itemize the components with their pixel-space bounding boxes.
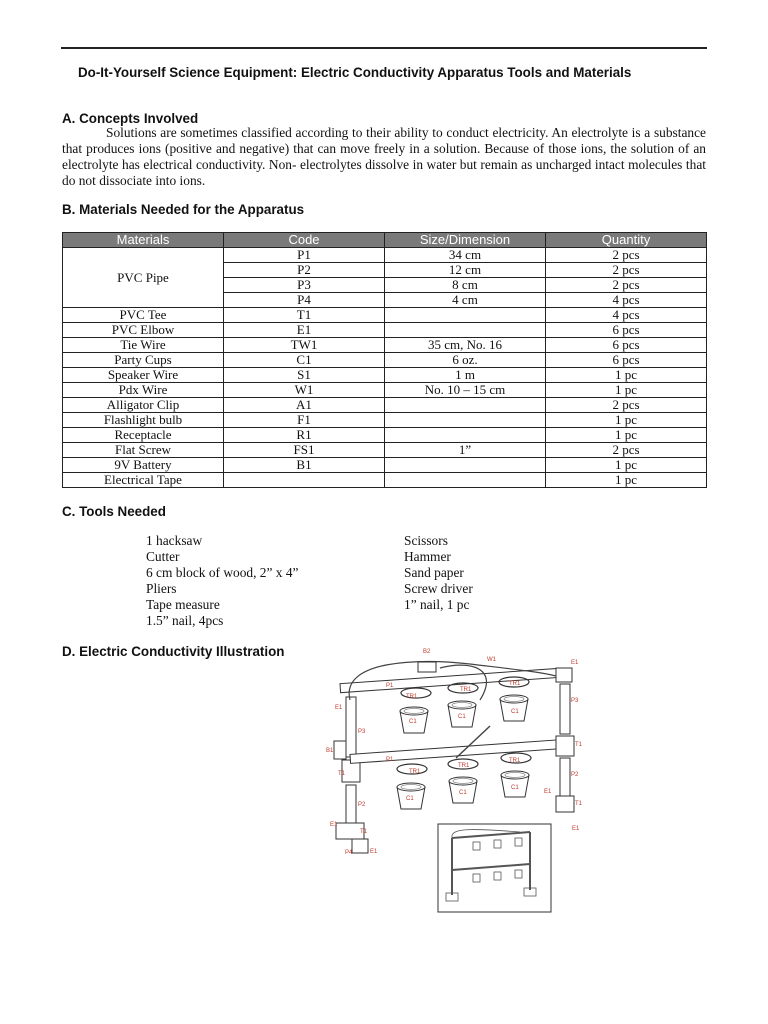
tool-item: Sand paper (404, 565, 464, 580)
label-p4: P4 (345, 850, 353, 856)
label-p3: P3 (571, 698, 579, 704)
material-name: Tie Wire (63, 338, 224, 353)
label-c1: C1 (511, 785, 519, 791)
material-code: S1 (224, 368, 385, 383)
material-size (385, 458, 546, 473)
material-size (385, 308, 546, 323)
material-code: P3 (224, 278, 385, 293)
col-header-code: Code (224, 233, 385, 248)
material-name: Receptacle (63, 428, 224, 443)
material-code: T1 (224, 308, 385, 323)
material-name: Pdx Wire (63, 383, 224, 398)
label-p3: P3 (358, 729, 366, 735)
label-c1: C1 (409, 719, 417, 725)
label-e1: E1 (544, 789, 552, 795)
label-b1: B1 (326, 748, 334, 754)
table-row (63, 353, 707, 368)
material-name: PVC Tee (63, 308, 224, 323)
table-row (63, 458, 707, 473)
section-c-heading: C. Tools Needed (62, 504, 166, 519)
label-p1: P1 (386, 683, 394, 689)
tool-item: 1 hacksaw (146, 533, 203, 548)
label-p1: P1 (386, 757, 394, 763)
label-tr1: TR1 (509, 758, 521, 764)
material-code: R1 (224, 428, 385, 443)
material-qty: 2 pcs (546, 443, 707, 458)
material-size (385, 398, 546, 413)
tool-item: 1.5” nail, 4pcs (146, 613, 224, 628)
material-size (385, 413, 546, 428)
material-size: 12 cm (385, 263, 546, 278)
col-header-materials: Materials (63, 233, 224, 248)
material-size: No. 10 – 15 cm (385, 383, 546, 398)
label-tr1: TR1 (409, 769, 421, 775)
table-row (63, 398, 707, 413)
label-b2: B2 (423, 649, 431, 655)
material-qty: 1 pc (546, 473, 707, 488)
col-header-size: Size/Dimension (385, 233, 546, 248)
label-c1: C1 (511, 709, 519, 715)
material-name: Party Cups (63, 353, 224, 368)
tool-item: Pliers (146, 581, 177, 596)
material-size (385, 473, 546, 488)
label-tr1: TR1 (460, 687, 472, 693)
material-name: 9V Battery (63, 458, 224, 473)
tool-item: Scissors (404, 533, 448, 548)
table-row (63, 428, 707, 443)
label-tr1: TR1 (406, 694, 418, 700)
material-name: PVC Pipe (63, 248, 224, 308)
tool-item: Cutter (146, 549, 180, 564)
material-size: 34 cm (385, 248, 546, 263)
material-size (385, 428, 546, 443)
material-size (385, 323, 546, 338)
tool-item: Hammer (404, 549, 451, 564)
material-size: 8 cm (385, 278, 546, 293)
table-row (63, 413, 707, 428)
table-row (63, 383, 707, 398)
table-row (63, 248, 707, 263)
label-t1: T1 (360, 829, 368, 835)
section-a-heading: A. Concepts Involved (62, 111, 199, 126)
label-c1: C1 (406, 796, 414, 802)
material-code: C1 (224, 353, 385, 368)
material-qty: 1 pc (546, 458, 707, 473)
material-code: P2 (224, 263, 385, 278)
material-qty: 4 pcs (546, 308, 707, 323)
tool-item: Screw driver (404, 581, 473, 596)
material-code: A1 (224, 398, 385, 413)
table-row (63, 323, 707, 338)
col-header-quantity: Quantity (546, 233, 707, 248)
inset-overview (438, 824, 551, 912)
material-qty: 2 pcs (546, 263, 707, 278)
material-size: 1 m (385, 368, 546, 383)
material-qty: 1 pc (546, 413, 707, 428)
label-e1: E1 (370, 849, 378, 855)
material-code: E1 (224, 323, 385, 338)
label-e1: E1 (330, 822, 338, 828)
label-p2: P2 (571, 772, 579, 778)
table-header-row (63, 233, 707, 248)
material-name: Alligator Clip (63, 398, 224, 413)
material-qty: 6 pcs (546, 338, 707, 353)
material-code: TW1 (224, 338, 385, 353)
table-row (63, 338, 707, 353)
material-size: 6 oz. (385, 353, 546, 368)
material-code: P4 (224, 293, 385, 308)
material-code: FS1 (224, 443, 385, 458)
tools-list-left (146, 533, 298, 629)
label-t1: T1 (338, 771, 346, 777)
label-c1: C1 (459, 790, 467, 796)
material-qty: 6 pcs (546, 323, 707, 338)
section-d-heading: D. Electric Conductivity Illustration (62, 644, 285, 659)
material-code: F1 (224, 413, 385, 428)
label-e1: E1 (572, 826, 580, 832)
top-rule (61, 47, 707, 49)
material-name: Flat Screw (63, 443, 224, 458)
label-e1: E1 (571, 660, 579, 666)
material-name: Speaker Wire (63, 368, 224, 383)
tool-item: 6 cm block of wood, 2” x 4” (146, 565, 299, 580)
material-name: Flashlight bulb (63, 413, 224, 428)
material-qty: 4 pcs (546, 293, 707, 308)
table-row (63, 368, 707, 383)
material-code: P1 (224, 248, 385, 263)
materials-table (62, 232, 707, 488)
tool-item: 1” nail, 1 pc (404, 597, 470, 612)
table-row (63, 473, 707, 488)
label-t1: T1 (575, 801, 583, 807)
material-qty: 1 pc (546, 368, 707, 383)
material-name: PVC Elbow (63, 323, 224, 338)
tool-item: Tape measure (146, 597, 220, 612)
material-name: Electrical Tape (63, 473, 224, 488)
label-w1: W1 (487, 657, 496, 663)
label-tr1: TR1 (458, 763, 470, 769)
label-t1: T1 (575, 742, 583, 748)
material-code: W1 (224, 383, 385, 398)
material-qty: 2 pcs (546, 248, 707, 263)
label-e1: E1 (335, 705, 343, 711)
section-b-heading: B. Materials Needed for the Apparatus (62, 202, 305, 217)
material-size: 35 cm, No. 16 (385, 338, 546, 353)
material-qty: 2 pcs (546, 398, 707, 413)
label-p2: P2 (358, 802, 366, 808)
material-size: 4 cm (385, 293, 546, 308)
material-size: 1” (385, 443, 546, 458)
table-row (63, 308, 707, 323)
concepts-paragraph: Solutions are sometimes classified according to their ability to conduct electricity. An electrolyte is a substance that produces ions (positive and negative) that can move freely in a solution. Because of those ions, the solution of an electrolyte has electrical conductivity. Non- electrolytes dissolve in water but remain as uncharged intact molecules that do not dissociate into ions. (62, 125, 706, 188)
page-title: Do-It-Yourself Science Equipment: Electric Conductivity Apparatus Tools and Materials (78, 65, 632, 80)
material-qty: 1 pc (546, 383, 707, 398)
label-tr1: TR1 (509, 681, 521, 687)
material-qty: 6 pcs (546, 353, 707, 368)
material-qty: 2 pcs (546, 278, 707, 293)
material-qty: 1 pc (546, 428, 707, 443)
material-code: B1 (224, 458, 385, 473)
label-c1: C1 (458, 714, 466, 720)
material-code (224, 473, 385, 488)
conductivity-illustration (322, 643, 594, 915)
tools-list-right (404, 533, 473, 613)
table-row (63, 443, 707, 458)
